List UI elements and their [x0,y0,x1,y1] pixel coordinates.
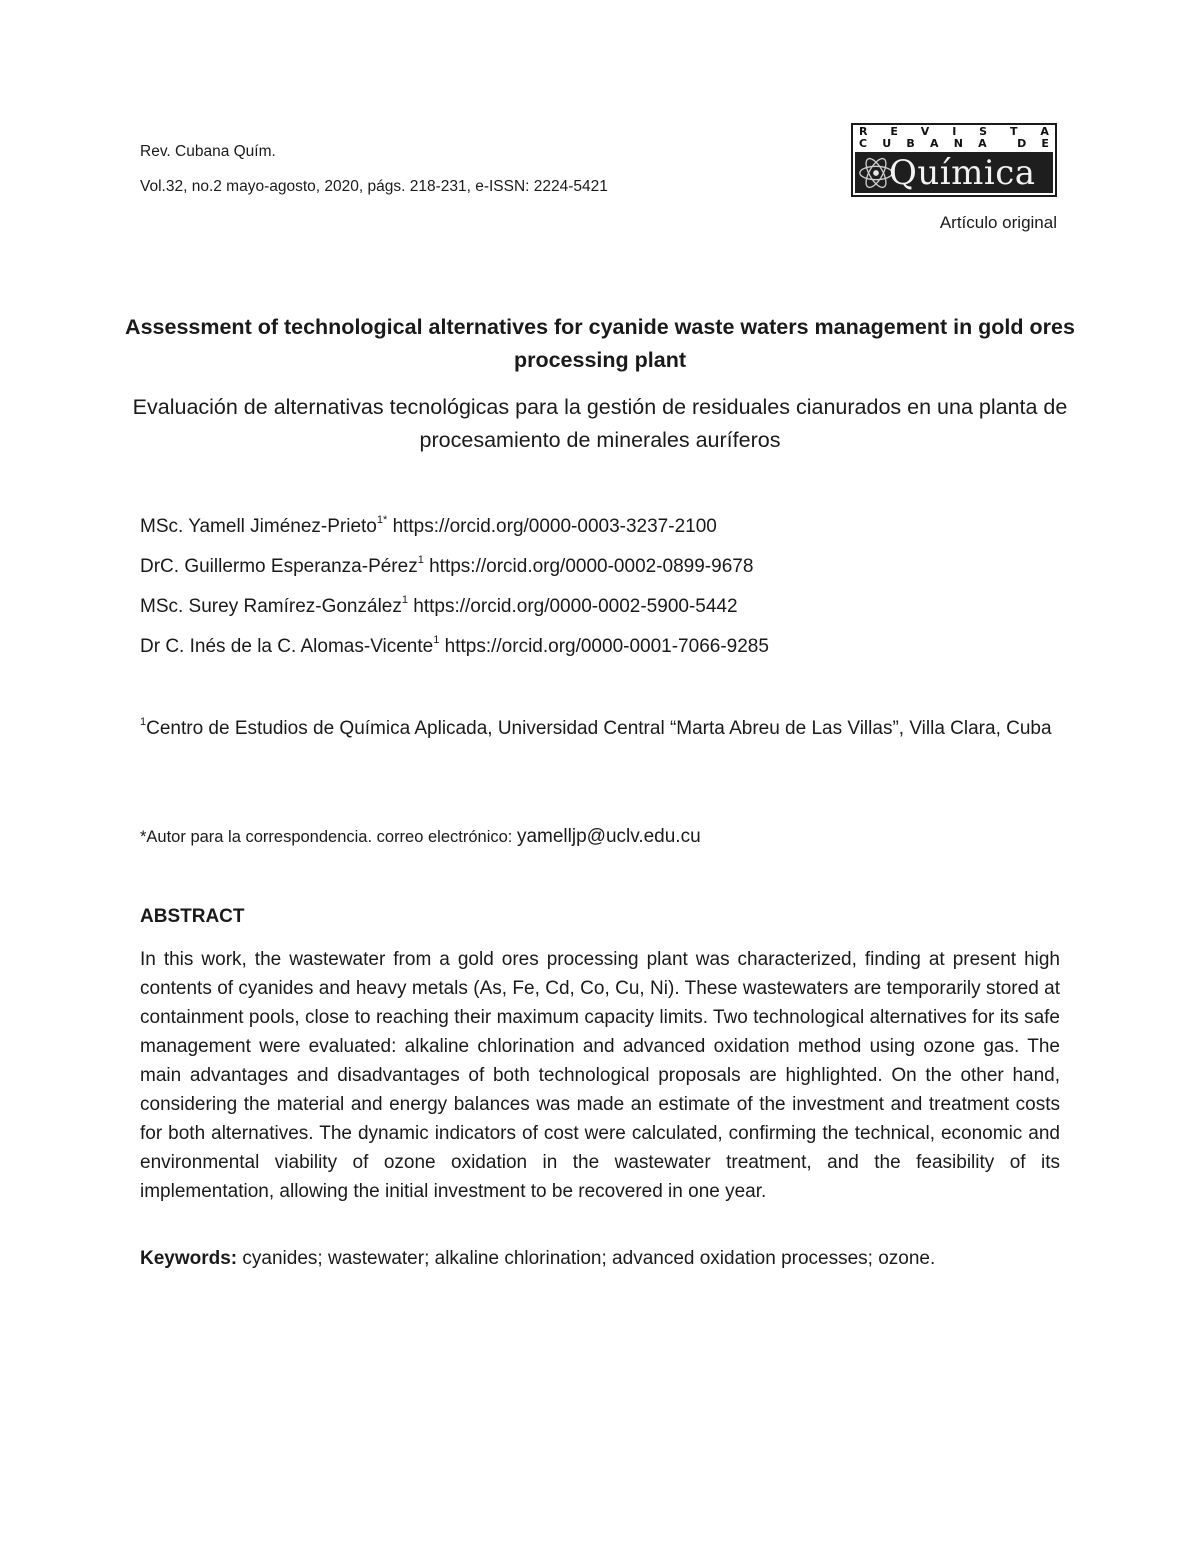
author-line [140,595,738,619]
author-affiliation-marker: 1 [401,594,408,606]
logo-row-revista: R E V I S T A [859,125,1049,138]
title-english: Assessment of technological alternatives for cyanide waste waters management in gold ores processing plant [125,315,1075,372]
author-affiliation-marker: 1* [376,514,388,526]
journal-volume-info: Vol.32, no.2 mayo-agosto, 2020, págs. 218-231, e-ISSN: 2224-5421 [140,178,608,195]
abstract-body: In this work, the wastewater from a gold ores processing plant was characterized, finding at present high contents of cyanides and heavy metals (As, Fe, Cd, Co, Cu, Ni). These wastewaters are temporarily stored at containment pools, close to reaching their maximum capacity limits. Two technological alternatives for its safe management were evaluated: alkaline chlorination and advanced oxidation method using ozone gas. The main advantages and disadvantages of both technological proposals are highlighted. On the other hand, considering the material and energy balances was made an estimate of the investment and treatment costs for both alternatives. The dynamic indicators of cost were calculated, confirming the technical, economic and environmental viability of ozone oxidation in the wastewater treatment, and the feasibility of its implementation, allowing the initial investment to be recovered in one year. [140,949,1060,1202]
author-line [140,515,717,539]
keywords-text: cyanides; wastewater; alkaline chlorination; advanced oxidation processes; ozone. [242,1248,936,1269]
author-orcid-link[interactable]: https://orcid.org/0000-0002-5900-5442 [413,596,738,617]
logo-word: Química [889,152,1036,193]
journal-logo [851,123,1057,197]
author-orcid-link[interactable]: https://orcid.org/0000-0002-0899-9678 [429,556,754,577]
keywords [140,1244,1060,1273]
author-orcid-link[interactable]: https://orcid.org/0000-0001-7066-9285 [444,636,769,657]
article-type: Artículo original [939,213,1057,232]
author-name: MSc. Surey Ramírez-González [140,596,402,617]
author-name: Dr C. Inés de la C. Alomas-Vicente [140,636,434,657]
affiliation [140,714,1060,743]
correspondence-label: *Autor para la correspondencia. correo electrónico: [140,828,513,846]
author-orcid-link[interactable]: https://orcid.org/0000-0003-3237-2100 [392,516,717,537]
correspondence-email-link[interactable]: yamelljp@uclv.edu.cu [516,826,701,847]
affiliation-marker: 1 [140,716,147,728]
keywords-label: Keywords: [140,1248,238,1269]
author-name: MSc. Yamell Jiménez-Prieto [140,516,377,537]
abstract-heading: ABSTRACT [140,906,245,927]
author-line [140,635,769,659]
logo-dark-band [855,152,1053,193]
affiliation-text: Centro de Estudios de Química Aplicada, Universidad Central “Marta Abreu de Las Villas”, Villa Clara, Cuba [146,718,1052,739]
title-spanish: Evaluación de alternativas tecnológicas para la gestión de residuales cianurados en una planta de procesamiento de minerales auríferos [132,395,1068,452]
journal-short-title: Rev. Cubana Quím. [140,143,276,160]
author-affiliation-marker: 1 [433,634,440,646]
author-line [140,555,753,579]
logo-row-cubana-de: C U B A N A D E [859,137,1049,150]
author-name: DrC. Guillermo Esperanza-Pérez [140,556,418,577]
correspondence [140,826,701,848]
author-affiliation-marker: 1 [417,554,424,566]
